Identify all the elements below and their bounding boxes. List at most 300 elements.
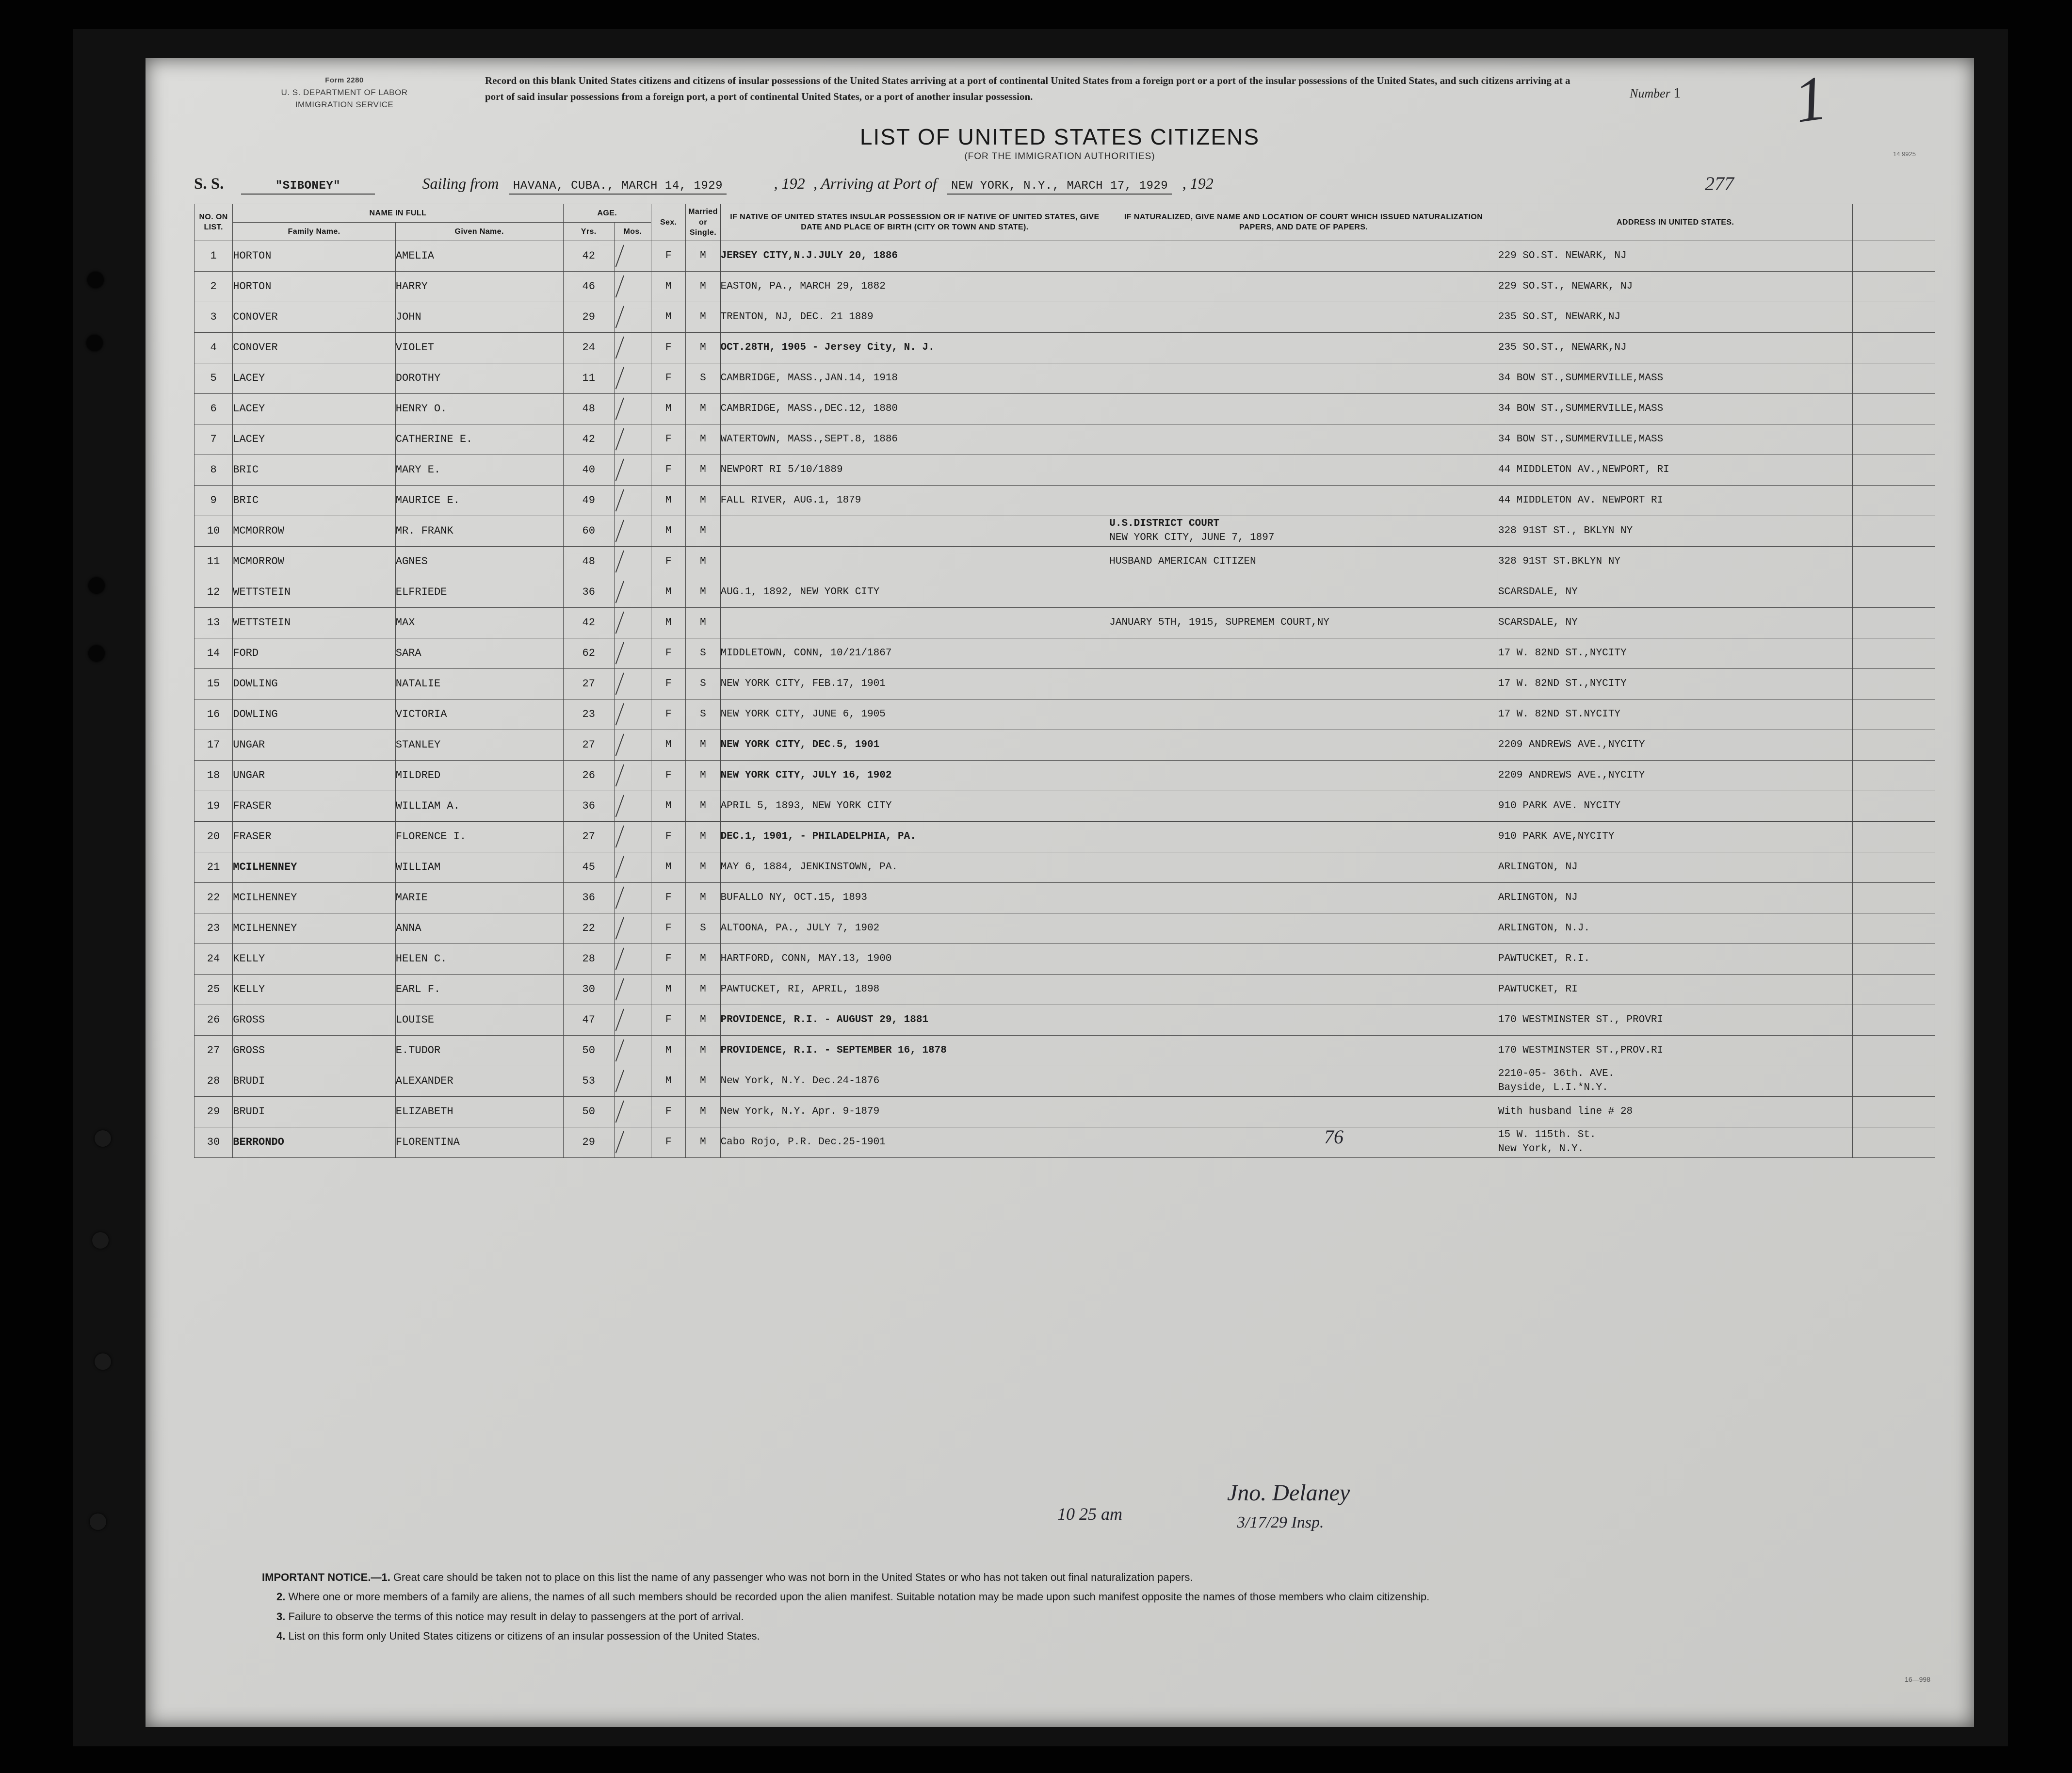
cell-age-years: 45 [563,852,614,882]
cell-marital-status: M [686,455,720,485]
punch-hole [95,1130,111,1147]
cell-naturalization [1109,241,1498,271]
cell-sex: M [651,577,686,607]
number-value: 1 [1673,85,1684,101]
notice-item: 4. List on this form only United States citizens or citizens of an insular possession of the United States. [276,1629,760,1642]
cell-age-years: 50 [563,1035,614,1066]
cell-sex: F [651,638,686,668]
cell-age-years: 29 [563,1127,614,1157]
cell-family-name: BERRONDO [233,1127,396,1157]
cell-list-number: 3 [194,302,233,332]
table-row [194,699,1935,730]
cell-age-months [614,485,651,516]
cell-sex: F [651,699,686,730]
cell-age-years: 24 [563,332,614,363]
cell-birthplace: NEW YORK CITY, JULY 16, 1902 [720,760,1109,791]
cell-given-name: LOUISE [395,1005,563,1035]
cell-list-number: 19 [194,791,233,821]
cell-given-name: SARA [395,638,563,668]
cell-age-months [614,393,651,424]
cell-blank [1853,638,1935,668]
cell-marital-status: M [686,1127,720,1157]
table-row [194,943,1935,974]
cell-birthplace: New York, N.Y. Dec.24-1876 [720,1066,1109,1096]
cell-age-years: 26 [563,760,614,791]
cell-sex: F [651,1127,686,1157]
cell-age-months [614,455,651,485]
cell-age-months [614,699,651,730]
cell-address: PAWTUCKET, R.I. [1498,943,1852,974]
table-row [194,363,1935,393]
cell-blank [1853,271,1935,302]
cell-blank [1853,943,1935,974]
cell-naturalization [1109,668,1498,699]
notice-item: IMPORTANT NOTICE.—1. Great care should be taken not to place on this list the name of any passenger who was not born in the United States or who has not taken out final naturalization papers. [262,1571,1193,1583]
cell-marital-status: M [686,607,720,638]
punch-hole [86,335,103,351]
cell-birthplace: AUG.1, 1892, NEW YORK CITY [720,577,1109,607]
cell-naturalization: U.S.DISTRICT COURT NEW YORK CITY, JUNE 7, 1897 [1109,516,1498,546]
cell-birthplace: MAY 6, 1884, JENKINSTOWN, PA. [720,852,1109,882]
cell-blank [1853,1066,1935,1096]
table-row [194,607,1935,638]
cell-given-name: ALEXANDER [395,1066,563,1096]
cell-list-number: 5 [194,363,233,393]
notice-item: 3. Failure to observe the terms of this notice may result in delay to passengers at the port of arrival. [276,1610,744,1623]
table-row [194,1005,1935,1035]
cell-given-name: VICTORIA [395,699,563,730]
cell-family-name: MCILHENNEY [233,913,396,943]
table-row [194,485,1935,516]
cell-list-number: 20 [194,821,233,852]
cell-age-months [614,913,651,943]
cell-marital-status: S [686,913,720,943]
cell-birthplace: NEW YORK CITY, FEB.17, 1901 [720,668,1109,699]
cell-address: 235 SO.ST, NEWARK,NJ [1498,302,1852,332]
cell-given-name: EARL F. [395,974,563,1005]
cell-naturalization [1109,1035,1498,1066]
cell-address: 910 PARK AVE. NYCITY [1498,791,1852,821]
cell-age-years: 53 [563,1066,614,1096]
cell-list-number: 21 [194,852,233,882]
cell-list-number: 16 [194,699,233,730]
table-row [194,577,1935,607]
cell-list-number: 8 [194,455,233,485]
cell-blank [1853,821,1935,852]
col-header-given-name: Given Name. [395,222,563,241]
cell-family-name: BRUDI [233,1096,396,1127]
page-title: LIST OF UNITED STATES CITIZENS [859,124,1260,149]
signature-date: 3/17/29 Insp. [1237,1513,1324,1531]
cell-age-months [614,974,651,1005]
table-row [194,821,1935,852]
cell-address: 44 MIDDLETON AV. NEWPORT RI [1498,485,1852,516]
cell-family-name: MCILHENNEY [233,882,396,913]
cell-age-months [614,943,651,974]
cell-marital-status: S [686,638,720,668]
form-number: Form 2280 [325,76,364,84]
cell-family-name: GROSS [233,1005,396,1035]
cell-age-months [614,332,651,363]
cell-birthplace: OCT.28TH, 1905 - Jersey City, N. J. [720,332,1109,363]
table-row [194,546,1935,577]
cell-address: ARLINGTON, N.J. [1498,913,1852,943]
cell-age-months [614,760,651,791]
cell-age-months [614,730,651,760]
cell-naturalization [1109,332,1498,363]
col-header-blank [1853,204,1935,241]
cell-given-name: MARY E. [395,455,563,485]
cell-marital-status: S [686,668,720,699]
arriving-at-port-label: , Arriving at Port of [813,175,937,192]
cell-sex: F [651,1096,686,1127]
cell-given-name: MILDRED [395,760,563,791]
cell-marital-status: M [686,791,720,821]
cell-marital-status: M [686,302,720,332]
cell-given-name: DOROTHY [395,363,563,393]
cell-given-name: HELEN C. [395,943,563,974]
cell-sex: F [651,943,686,974]
cell-naturalization [1109,882,1498,913]
notice-list [262,1569,1862,1645]
cell-list-number: 30 [194,1127,233,1157]
cell-marital-status: M [686,424,720,455]
cell-blank [1853,1127,1935,1157]
cell-given-name: VIOLET [395,332,563,363]
cell-list-number: 26 [194,1005,233,1035]
cell-birthplace: NEW YORK CITY, JUNE 6, 1905 [720,699,1109,730]
cell-marital-status: M [686,1035,720,1066]
col-header-birth: IF NATIVE OF UNITED STATES INSULAR POSSESSION OR IF NATIVE OF UNITED STATES, GIVE DATE AND PLACE OF BIRTH (CITY OR TOWN AND STATE). [720,204,1109,241]
cell-address: With husband line # 28 [1498,1096,1852,1127]
cell-sex: F [651,241,686,271]
year-prefix: , 192 [774,175,805,192]
cell-blank [1853,241,1935,271]
cell-family-name: KELLY [233,974,396,1005]
table-row [194,974,1935,1005]
col-header-married: Married or Single. [686,204,720,241]
cell-age-years: 62 [563,638,614,668]
cell-blank [1853,455,1935,485]
table-row [194,1127,1935,1157]
cell-given-name: AGNES [395,546,563,577]
cell-list-number: 27 [194,1035,233,1066]
cell-naturalization [1109,638,1498,668]
cell-sex: F [651,1005,686,1035]
col-header-age-group: AGE. [563,204,651,223]
cell-given-name: MR. FRANK [395,516,563,546]
cell-address: 44 MIDDLETON AV.,NEWPORT, RI [1498,455,1852,485]
cell-family-name: BRIC [233,485,396,516]
cell-address: SCARSDALE, NY [1498,607,1852,638]
punch-hole [87,272,104,288]
col-header-address: ADDRESS IN UNITED STATES. [1498,204,1852,241]
cell-birthplace: APRIL 5, 1893, NEW YORK CITY [720,791,1109,821]
cell-blank [1853,1035,1935,1066]
ss-label: S. S. [194,175,224,193]
notice-text: Where one or more members of a family are aliens, the names of all such members should be recorded upon the alien manifest. Suitable notation may be made upon such manifest opposite the names of those members who claim citizenship. [288,1591,1430,1603]
cell-sex: F [651,882,686,913]
cell-marital-status: M [686,821,720,852]
cell-given-name: FLORENCE I. [395,821,563,852]
table-row [194,241,1935,271]
cell-age-years: 11 [563,363,614,393]
form-instructions: Record on this blank United States citizens and citizens of insular possessions of the United States arriving at a port of continental United States from a foreign port or a port of the insular possessions of the United States, and such citizens arriving at a port of said insular possessions from a foreign port, a port of continental United States, or a port of another insular possession. [485,75,1570,102]
cell-blank [1853,699,1935,730]
cell-naturalization [1109,1005,1498,1035]
cell-marital-status: M [686,393,720,424]
cell-age-months [614,607,651,638]
cell-list-number: 25 [194,974,233,1005]
cell-age-months [614,668,651,699]
cell-address: 229 SO.ST. NEWARK, NJ [1498,241,1852,271]
cell-blank [1853,577,1935,607]
cell-age-months [614,577,651,607]
cell-marital-status: M [686,1005,720,1035]
form-department: U. S. DEPARTMENT OF LABOR [281,87,408,97]
cell-marital-status: M [686,1066,720,1096]
cell-family-name: WETTSTEIN [233,607,396,638]
cell-address: ARLINGTON, NJ [1498,852,1852,882]
cell-birthplace [720,607,1109,638]
cell-age-years: 40 [563,455,614,485]
cell-age-months [614,852,651,882]
cell-list-number: 18 [194,760,233,791]
cell-age-years: 22 [563,913,614,943]
table-row [194,516,1935,546]
cell-blank [1853,393,1935,424]
cell-marital-status: M [686,882,720,913]
cell-naturalization [1109,974,1498,1005]
cell-naturalization [1109,424,1498,455]
arriving-port-value: NEW YORK, N.Y., MARCH 17, 1929 [947,179,1172,195]
print-code: 16—998 [1905,1675,1930,1683]
col-header-no: NO. ON LIST. [194,204,233,241]
cell-naturalization [1109,760,1498,791]
cell-naturalization [1109,852,1498,882]
col-header-name-group: NAME IN FULL [233,204,563,223]
cell-birthplace: NEWPORT RI 5/10/1889 [720,455,1109,485]
cell-marital-status: M [686,1096,720,1127]
cell-blank [1853,730,1935,760]
table-row [194,852,1935,882]
cell-birthplace: EASTON, PA., MARCH 29, 1882 [720,271,1109,302]
cell-age-months [614,1127,651,1157]
cell-sex: F [651,913,686,943]
cell-age-years: 46 [563,271,614,302]
sailing-from-label: Sailing from [422,175,499,192]
cell-given-name: WILLIAM [395,852,563,882]
cell-list-number: 1 [194,241,233,271]
punch-hole [95,1353,111,1370]
pencil-mark: 76 [1324,1126,1344,1148]
cell-naturalization [1109,455,1498,485]
cell-naturalization [1109,393,1498,424]
notice-text: List on this form only United States citizens or citizens of an insular possession of the United States. [288,1629,760,1642]
cell-birthplace: JERSEY CITY,N.J.JULY 20, 1886 [720,241,1109,271]
table-row [194,332,1935,363]
cell-age-years: 36 [563,791,614,821]
cell-sex: F [651,455,686,485]
cell-list-number: 28 [194,1066,233,1096]
cell-sex: F [651,332,686,363]
cell-age-months [614,1066,651,1096]
cell-list-number: 24 [194,943,233,974]
cell-family-name: KELLY [233,943,396,974]
cell-list-number: 9 [194,485,233,516]
table-row [194,271,1935,302]
cell-sex: F [651,424,686,455]
cell-family-name: FRASER [233,791,396,821]
cell-birthplace: FALL RIVER, AUG.1, 1879 [720,485,1109,516]
cell-address: 2209 ANDREWS AVE.,NYCITY [1498,730,1852,760]
cell-sex: M [651,852,686,882]
cell-list-number: 23 [194,913,233,943]
number-label: Number [1630,86,1670,100]
cell-list-number: 14 [194,638,233,668]
cell-blank [1853,332,1935,363]
cell-age-years: 27 [563,821,614,852]
cell-birthplace: HARTFORD, CONN, MAY.13, 1900 [720,943,1109,974]
cell-marital-status: M [686,943,720,974]
col-header-mos: Mos. [614,222,651,241]
table-row [194,882,1935,913]
cell-given-name: WILLIAM A. [395,791,563,821]
form-identification [218,75,470,111]
cell-sex: M [651,791,686,821]
cell-given-name: E.TUDOR [395,1035,563,1066]
table-row [194,913,1935,943]
cell-birthplace [720,516,1109,546]
cell-sex: M [651,302,686,332]
cell-birthplace [720,546,1109,577]
cell-age-months [614,241,651,271]
cell-family-name: FRASER [233,821,396,852]
cell-address: 34 BOW ST.,SUMMERVILLE,MASS [1498,424,1852,455]
cell-marital-status: M [686,546,720,577]
cell-age-years: 42 [563,424,614,455]
cell-family-name: DOWLING [233,668,396,699]
cell-given-name: CATHERINE E. [395,424,563,455]
cell-list-number: 11 [194,546,233,577]
cell-age-months [614,882,651,913]
cell-given-name: MAURICE E. [395,485,563,516]
cell-given-name: HENRY O. [395,393,563,424]
cell-address: PAWTUCKET, RI [1498,974,1852,1005]
cell-address: ARLINGTON, NJ [1498,882,1852,913]
notice-text: Great care should be taken not to place on this list the name of any passenger who was not born in the United States or who has not taken out final naturalization papers. [393,1571,1193,1583]
cell-sex: F [651,760,686,791]
cell-address: 235 SO.ST., NEWARK,NJ [1498,332,1852,363]
cell-age-years: 28 [563,943,614,974]
cell-age-years: 29 [563,302,614,332]
cell-marital-status: M [686,271,720,302]
cell-birthplace: CAMBRIDGE, MASS.,JAN.14, 1918 [720,363,1109,393]
cell-family-name: BRUDI [233,1066,396,1096]
cell-marital-status: M [686,332,720,363]
cell-birthplace: ALTOONA, PA., JULY 7, 1902 [720,913,1109,943]
cell-naturalization [1109,730,1498,760]
cell-age-years: 27 [563,668,614,699]
cell-age-months [614,791,651,821]
handwritten-sheet-mark: 1 [1790,63,1831,136]
cell-naturalization [1109,791,1498,821]
cell-list-number: 2 [194,271,233,302]
sailing-from-value: HAVANA, CUBA., MARCH 14, 1929 [509,179,727,195]
table-row [194,1096,1935,1127]
cell-marital-status: M [686,241,720,271]
table-row [194,668,1935,699]
cell-age-years: 27 [563,730,614,760]
cell-blank [1853,913,1935,943]
cell-naturalization: HUSBAND AMERICAN CITIZEN [1109,546,1498,577]
signature-time: 10 25 am [1057,1504,1122,1524]
cell-birthplace: PROVIDENCE, R.I. - SEPTEMBER 16, 1878 [720,1035,1109,1066]
cell-naturalization [1109,302,1498,332]
cell-age-years: 30 [563,974,614,1005]
cell-list-number: 13 [194,607,233,638]
cell-list-number: 10 [194,516,233,546]
punch-hole [90,1513,106,1530]
cell-marital-status: M [686,974,720,1005]
cell-blank [1853,1096,1935,1127]
cell-age-years: 36 [563,577,614,607]
ship-name: "SIBONEY" [241,179,375,195]
cell-age-months [614,302,651,332]
form-number-field [1630,85,1684,101]
cell-family-name: UNGAR [233,730,396,760]
cell-blank [1853,974,1935,1005]
form-sheet [146,58,1974,1727]
cell-birthplace: Cabo Rojo, P.R. Dec.25-1901 [720,1127,1109,1157]
cell-age-months [614,424,651,455]
punch-hole [88,577,105,594]
cell-age-years: 60 [563,516,614,546]
cell-naturalization [1109,1066,1498,1096]
cell-blank [1853,546,1935,577]
cell-birthplace: BUFALLO NY, OCT.15, 1893 [720,882,1109,913]
table-row [194,393,1935,424]
cell-age-years: 47 [563,1005,614,1035]
cell-naturalization [1109,271,1498,302]
cell-address: 17 W. 82ND ST.NYCITY [1498,699,1852,730]
cell-address: 17 W. 82ND ST.,NYCITY [1498,668,1852,699]
cell-family-name: UNGAR [233,760,396,791]
cell-given-name: FLORENTINA [395,1127,563,1157]
col-header-family-name: Family Name. [233,222,396,241]
cell-marital-status: S [686,699,720,730]
cell-age-months [614,638,651,668]
cell-address: 328 91ST ST.BKLYN NY [1498,546,1852,577]
cell-family-name: MCMORROW [233,546,396,577]
table-row [194,791,1935,821]
cell-blank [1853,852,1935,882]
cell-age-months [614,1096,651,1127]
cell-birthplace: TRENTON, NJ, DEC. 21 1889 [720,302,1109,332]
cell-list-number: 6 [194,393,233,424]
cell-age-years: 48 [563,393,614,424]
cell-list-number: 4 [194,332,233,363]
cell-family-name: GROSS [233,1035,396,1066]
cell-address: 2209 ANDREWS AVE.,NYCITY [1498,760,1852,791]
cell-sex: F [651,821,686,852]
cell-sex: M [651,393,686,424]
cell-age-years: 50 [563,1096,614,1127]
cell-given-name: MAX [395,607,563,638]
cell-given-name: AMELIA [395,241,563,271]
cell-given-name: ELIZABETH [395,1096,563,1127]
cell-marital-status: M [686,852,720,882]
